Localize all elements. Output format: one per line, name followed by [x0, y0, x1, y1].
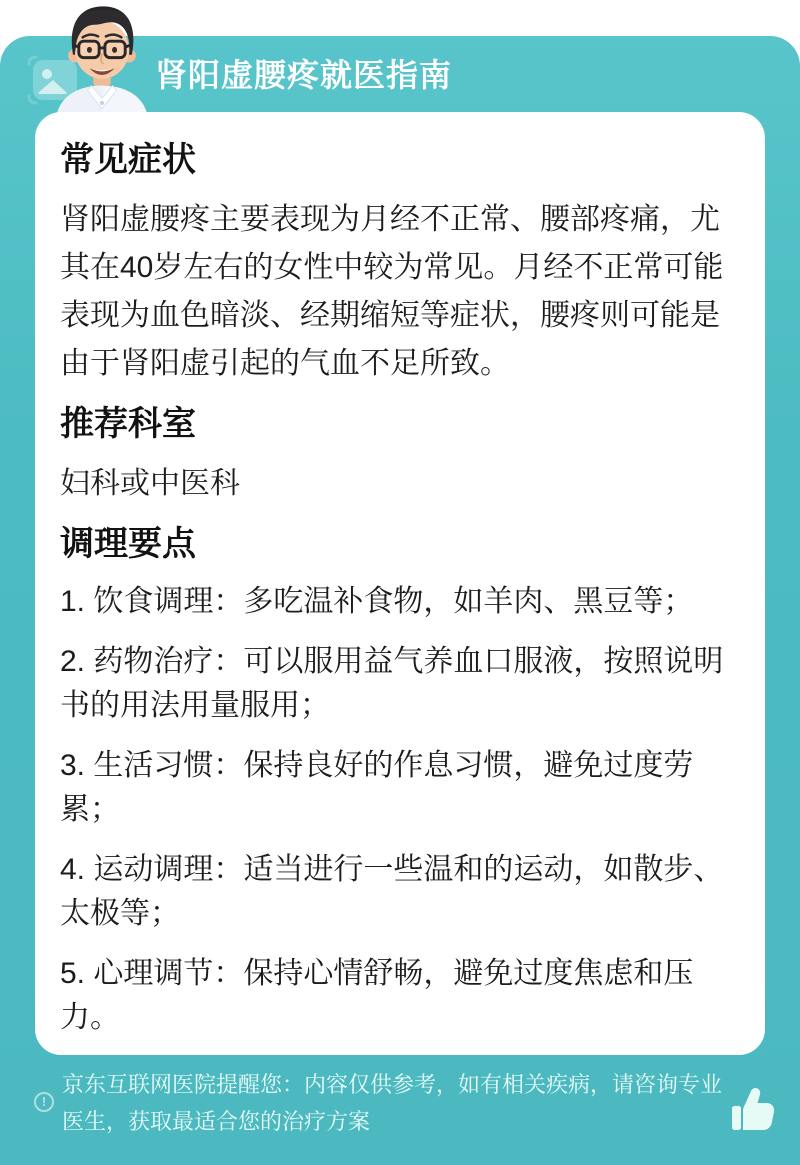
doctor-avatar	[44, 0, 160, 122]
section-heading-symptoms: 常见症状	[60, 141, 196, 179]
thumbs-up-icon[interactable]	[726, 1084, 778, 1136]
care-point-item: 4. 运动调理：适当进行一些温和的运动，如散步、太极等；	[60, 853, 724, 930]
section-heading-department: 推荐科室	[60, 405, 196, 443]
symptoms-paragraph: 肾阳虚腰疼主要表现为月经不正常、腰部疼痛，尤其在40岁左右的女性中较为常见。月经不正常可能表现为血色暗淡、经期缩短等症状，腰疼则可能是由于肾阳虚引起的气血不足所致。	[60, 203, 724, 380]
care-point-item: 5. 心理调节：保持心情舒畅，避免过度焦虑和压力。	[60, 957, 694, 1034]
care-point-item: 3. 生活习惯：保持良好的作息习惯，避免过度劳累；	[60, 749, 694, 826]
care-point-item: 2. 药物治疗：可以服用益气养血口服液，按照说明书的用法用量服用；	[60, 645, 724, 722]
department-paragraph: 妇科或中医科	[60, 467, 240, 500]
section-heading-care-points: 调理要点	[60, 525, 196, 563]
care-point-item: 1. 饮食调理：多吃温补食物，如羊肉、黑豆等；	[60, 585, 694, 618]
page-title: 肾阳虚腰疼就医指南	[155, 57, 453, 93]
disclaimer-footer	[0, 1062, 800, 1152]
exclamation-circle-icon: !	[34, 1092, 54, 1112]
content-card	[35, 112, 765, 1055]
disclaimer-text: 京东互联网医院提醒您：内容仅供参考，如有相关疾病，请咨询专业医生，获取最适合您的治疗方案	[62, 1072, 723, 1134]
